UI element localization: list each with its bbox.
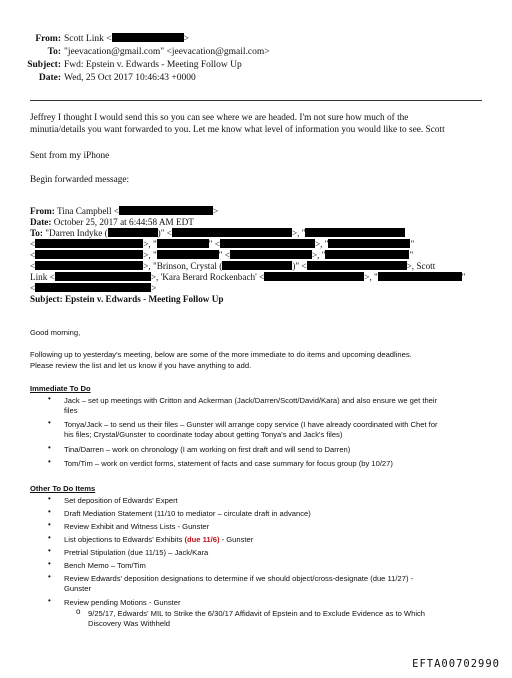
date-value: Wed, 25 Oct 2017 10:46:43 +0000 [64, 73, 196, 83]
other-item-3: Review Exhibit and Witness Lists - Gunster [64, 522, 210, 531]
immediate-item-1-line-1: Jack – set up meetings with Critton and Ackerman (Jack/Darren/Scott/David/Kara) and also ensure we get their [64, 396, 438, 405]
fwd-date-value: October 25, 2017 at 6:44:58 AM EDT [53, 217, 194, 227]
redaction [172, 228, 292, 237]
intro-line-2: minutia/details you want forwarded to you. Let me know what level of information you would like to see. Scott [30, 125, 445, 135]
redaction [112, 33, 184, 42]
fwd-from-value: Tina Campbell < [56, 206, 119, 216]
other-item-6: Bench Memo – Tom/Tim [64, 561, 146, 570]
bullet-dot: • [48, 507, 51, 516]
para-line-2: Please review the list and let us know if you have anything to add. [30, 361, 252, 370]
redaction [325, 250, 409, 259]
fwd-from: From: Tina Campbell < > [30, 206, 219, 216]
fwd-subject-label: Subject: [30, 294, 63, 304]
redaction [35, 250, 143, 259]
fwd-link: Link < [30, 272, 55, 282]
greeting: Good morning, [30, 328, 81, 337]
redaction [222, 261, 292, 270]
redaction [157, 239, 209, 248]
redaction [220, 239, 315, 248]
fwd-brinson: "Brinson, Crystal ( [152, 261, 223, 271]
fwd-date-label: Date: [30, 217, 52, 227]
fwd-to-line-1: To: "Darren Indyke ( )" < >, " [30, 228, 405, 239]
redaction [230, 250, 312, 259]
immediate-item-1-line-2: files [64, 406, 78, 415]
from-value: Scott Link < > [64, 34, 189, 44]
bullet-dot: • [48, 457, 51, 466]
fwd-from-label: From: [30, 206, 55, 216]
bullet-dot: • [48, 394, 51, 403]
bullet-dot: • [48, 596, 51, 605]
fwd-date [30, 217, 194, 228]
document-id: EFTA00702990 [412, 658, 500, 670]
sent-from: Sent from my iPhone [30, 151, 110, 161]
other-item-2: Draft Mediation Statement (11/10 to mediator – circulate draft in advance) [64, 509, 311, 518]
redaction [307, 261, 407, 270]
from-label: From: [35, 34, 61, 44]
immediate-title: Immediate To Do [30, 384, 91, 393]
header-divider [30, 100, 482, 101]
fwd-subject-value: Epstein v. Edwards - Meeting Follow Up [64, 294, 224, 304]
bullet-dot: • [48, 546, 51, 555]
redaction [378, 272, 462, 281]
subject-label: Subject: [27, 60, 61, 70]
other-item-4 [64, 535, 253, 545]
due-date-highlight: (due 11/6) [184, 535, 220, 544]
bullet-dot: • [48, 533, 51, 542]
fwd-to-line-6: < > [30, 283, 157, 293]
other-item-8: Review pending Motions - Gunster [64, 598, 181, 607]
redaction [157, 250, 219, 259]
top-header [0, 0, 512, 90]
fwd-to-value: "Darren Indyke ( [45, 228, 108, 238]
bullet-dot: • [48, 443, 51, 452]
bullet-dot: • [48, 559, 51, 568]
other-item-7-line-2: Gunster [64, 584, 92, 593]
subject-value: Fwd: Epstein v. Edwards - Meeting Follow Up [64, 60, 242, 70]
intro-line-1: Jeffrey I thought I would send this so you can see where we are headed. I'm not sure how much of the [30, 113, 409, 123]
fwd-subject [30, 294, 223, 305]
fwd-to-label: To: [30, 228, 43, 238]
redaction [108, 228, 158, 237]
bullet-dot: • [48, 572, 51, 581]
redaction [35, 261, 143, 270]
immediate-item-2-line-1: Tonya/Jack – to send us their files – Gunster will arrange copy service (I have already coordinated with Chet for [64, 420, 438, 429]
immediate-item-4: Tom/Tim – work on verdict forms, statement of facts and case summary for focus group (by 10/27) [64, 459, 393, 468]
other-item-4-text: List objections to Edwards' Exhibits [64, 535, 185, 544]
fwd-scott: Scott [416, 261, 436, 271]
other-title: Other To Do Items [30, 484, 96, 493]
to-value: "jeevacation@gmail.com" <jeevacation@gmail.com> [64, 47, 270, 57]
bullet-dot: • [48, 418, 51, 427]
fwd-to-line-3: < >, " " < >, " " [30, 250, 414, 260]
immediate-item-2-line-2: his files; Crystal/Gunster to coordinate today about getting Tonya's and Jack's files) [64, 430, 343, 439]
fwd-to-line-4: < >, "Brinson, Crystal ( )" < >, Scott [30, 261, 436, 271]
fwd-kara: 'Kara Berard Rockenbach' < [160, 272, 265, 282]
other-item-5: Pretrial Stipulation (due 11/15) – Jack/Kara [64, 548, 209, 557]
other-item-1: Set deposition of Edwards' Expert [64, 496, 178, 505]
sub-bullet-circle: o [76, 607, 81, 616]
begin-forwarded: Begin forwarded message: [30, 175, 130, 185]
immediate-item-3: Tina/Darren – work on chronology (I am working on first draft and will send to Darren) [64, 445, 351, 454]
other-item-4-owner: - Gunster [219, 535, 254, 544]
sub-item-1-line-1: 9/25/17, Edwards' MIL to Strike the 6/30/17 Affidavit of Epstein and to Exclude Evidence as to Which [88, 609, 426, 618]
bullet-dot: • [48, 520, 51, 529]
sub-item-1-line-2: Discovery Was Withheld [88, 619, 171, 628]
fwd-to-line-2: < >, " " < >, " " [30, 239, 415, 249]
redaction [55, 272, 151, 281]
para-line-1: Following up to yesterday's meeting, below are some of the more immediate to do items and upcoming deadlines. [30, 350, 412, 359]
redaction [328, 239, 410, 248]
date-label: Date: [38, 73, 61, 83]
to-label: To: [47, 47, 61, 57]
fwd-to-line-5: Link < >, 'Kara Berard Rockenbach' < >, " " [30, 272, 466, 282]
redaction [119, 206, 213, 215]
redaction [35, 239, 143, 248]
redaction [35, 283, 151, 292]
redaction [264, 272, 364, 281]
other-item-7-line-1: Review Edwards' deposition designations to determine if we should object/cross-designate (due 11/27) - [64, 574, 414, 583]
redaction [305, 228, 405, 237]
bullet-dot: • [48, 494, 51, 503]
